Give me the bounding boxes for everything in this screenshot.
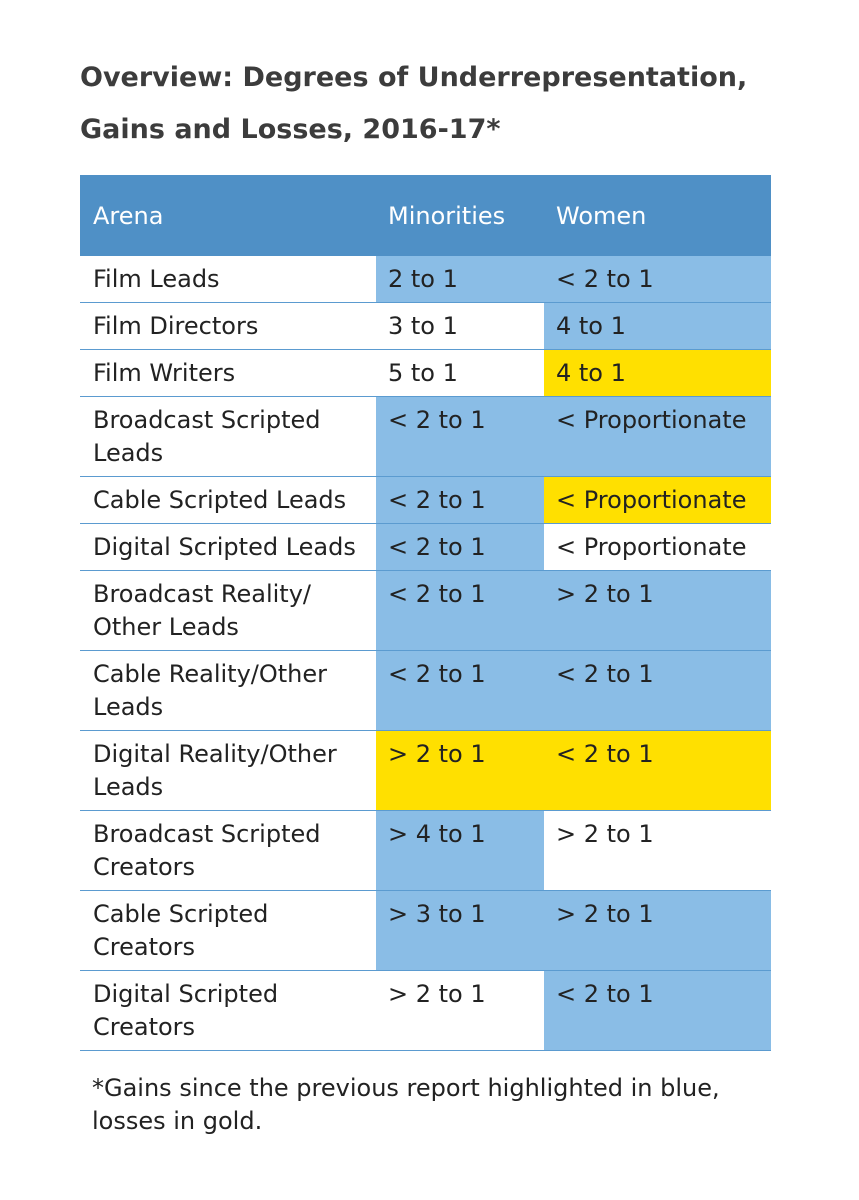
arena-cell: Broadcast Scripted Creators: [80, 811, 376, 891]
women-cell: 4 to 1: [544, 303, 771, 350]
table-row: [80, 891, 771, 971]
minorities-cell: > 2 to 1: [376, 731, 544, 811]
minorities-cell: < 2 to 1: [376, 397, 544, 477]
table-row: [80, 571, 771, 651]
minorities-cell: 3 to 1: [376, 303, 544, 350]
minorities-cell: > 3 to 1: [376, 891, 544, 971]
header-minorities: Minorities: [376, 175, 544, 256]
arena-cell: Broadcast Scripted Leads: [80, 397, 376, 477]
table-row: [80, 256, 771, 303]
minorities-cell: < 2 to 1: [376, 524, 544, 571]
minorities-cell: 2 to 1: [376, 256, 544, 303]
women-cell: > 2 to 1: [544, 571, 771, 651]
table-row: [80, 397, 771, 477]
women-cell: > 2 to 1: [544, 891, 771, 971]
women-cell: < Proportionate: [544, 524, 771, 571]
header-row: [80, 175, 771, 256]
women-cell: < 2 to 1: [544, 651, 771, 731]
table-row: [80, 731, 771, 811]
page-title: [80, 52, 800, 156]
arena-cell: Broadcast Reality/ Other Leads: [80, 571, 376, 651]
minorities-cell: > 2 to 1: [376, 971, 544, 1051]
arena-cell: Digital Scripted Creators: [80, 971, 376, 1051]
header-women: Women: [544, 175, 771, 256]
table-row: [80, 477, 771, 524]
table-row: [80, 811, 771, 891]
minorities-cell: < 2 to 1: [376, 571, 544, 651]
footnote: *Gains since the previous report highlighted in blue, losses in gold.: [92, 1074, 720, 1135]
women-cell: < 2 to 1: [544, 971, 771, 1051]
table-row: [80, 524, 771, 571]
table-body: [80, 256, 771, 1051]
table-row: [80, 971, 771, 1051]
women-cell: < 2 to 1: [544, 256, 771, 303]
table-row: [80, 651, 771, 731]
minorities-cell: 5 to 1: [376, 350, 544, 397]
table-row: [80, 350, 771, 397]
women-cell: 4 to 1: [544, 350, 771, 397]
arena-cell: Digital Scripted Leads: [80, 524, 376, 571]
minorities-cell: > 4 to 1: [376, 811, 544, 891]
arena-cell: Cable Scripted Leads: [80, 477, 376, 524]
women-cell: < 2 to 1: [544, 731, 771, 811]
arena-cell: Film Directors: [80, 303, 376, 350]
arena-cell: Cable Reality/Other Leads: [80, 651, 376, 731]
arena-cell: Cable Scripted Creators: [80, 891, 376, 971]
table-row: [80, 303, 771, 350]
arena-cell: Film Leads: [80, 256, 376, 303]
minorities-cell: < 2 to 1: [376, 651, 544, 731]
arena-cell: Digital Reality/Other Leads: [80, 731, 376, 811]
women-cell: > 2 to 1: [544, 811, 771, 891]
overview-table: [80, 175, 771, 1051]
minorities-cell: < 2 to 1: [376, 477, 544, 524]
title-line-2: Gains and Losses, 2016-17*: [80, 114, 501, 145]
header-arena: Arena: [80, 175, 376, 256]
table-header: [80, 175, 771, 256]
women-cell: < Proportionate: [544, 397, 771, 477]
women-cell: < Proportionate: [544, 477, 771, 524]
arena-cell: Film Writers: [80, 350, 376, 397]
title-line-1: Overview: Degrees of Underrepresentation,: [80, 62, 748, 93]
